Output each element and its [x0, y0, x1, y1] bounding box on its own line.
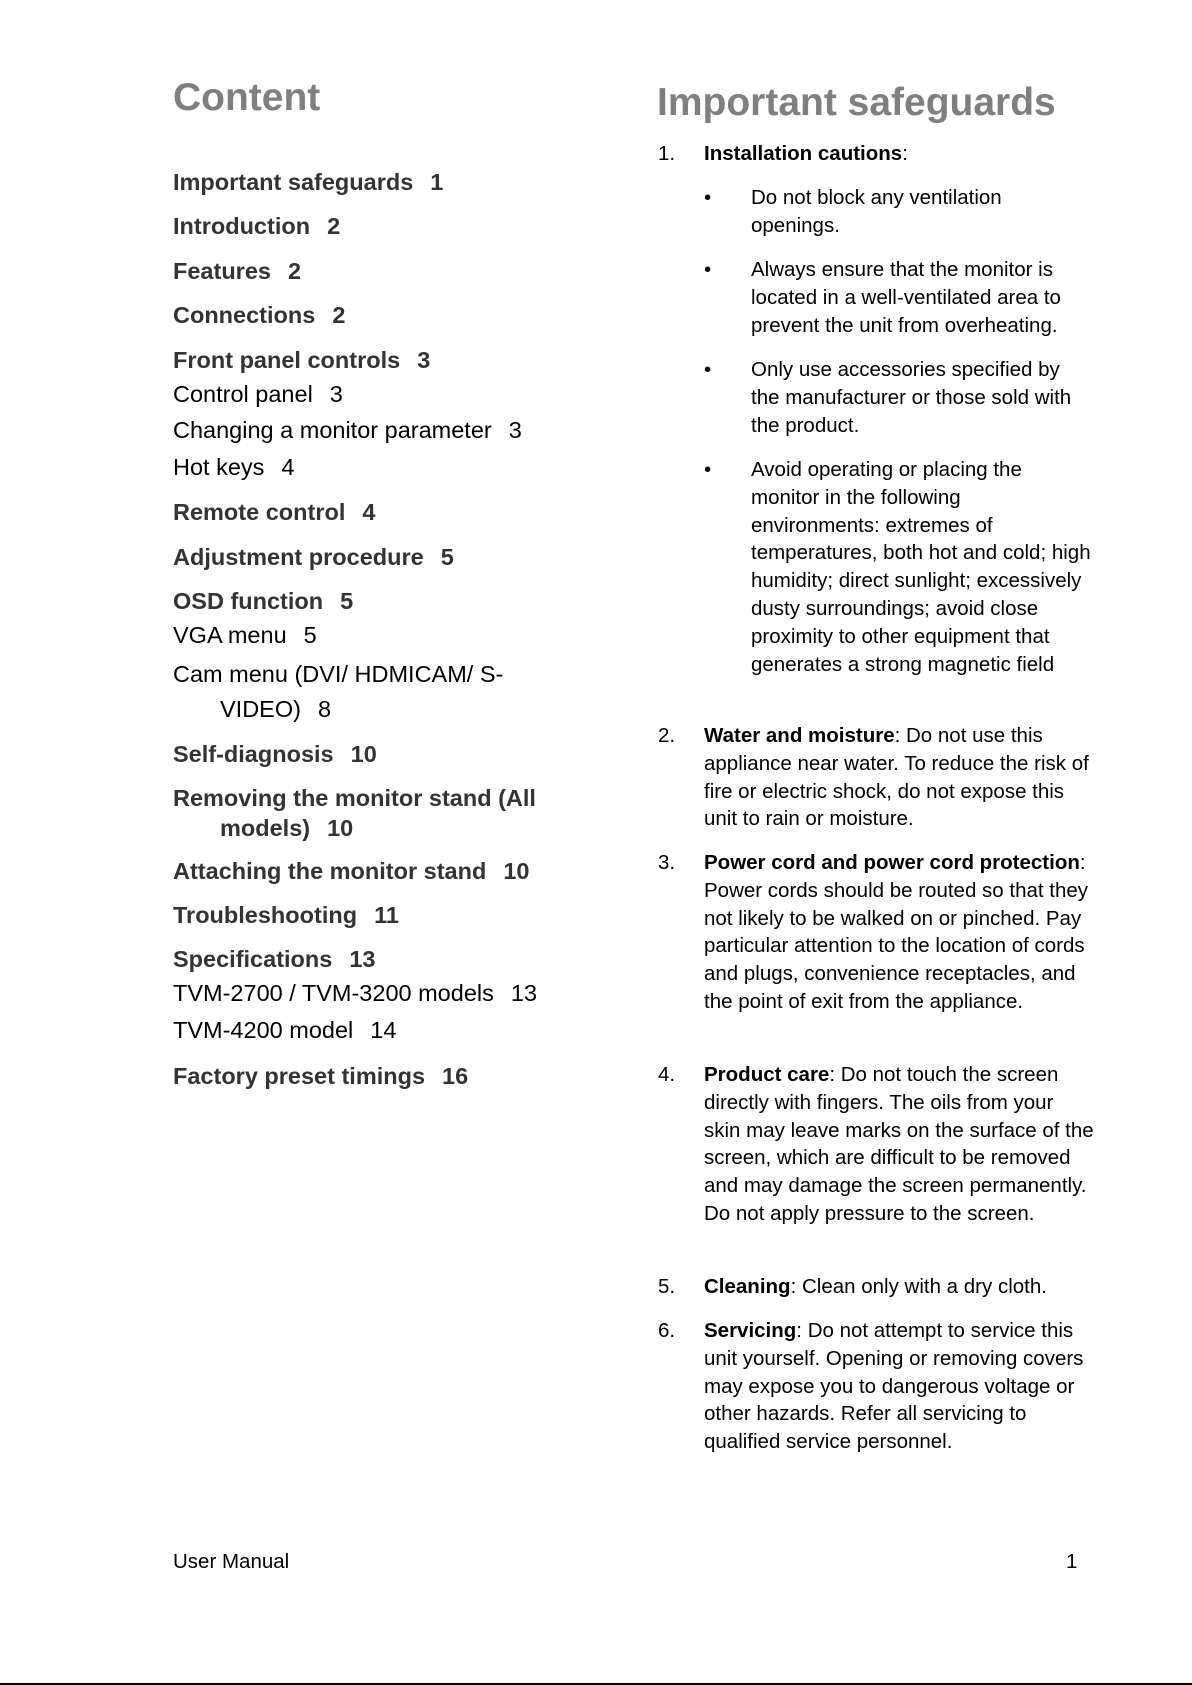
toc-entry-label: TVM-2700 / TVM-3200 models	[173, 980, 494, 1006]
toc-entry[interactable]	[173, 542, 610, 572]
toc-entry-label: Important safeguards	[173, 169, 414, 195]
toc-entry[interactable]	[173, 657, 610, 727]
toc-entry-label: Factory preset timings	[173, 1063, 426, 1089]
toc-entry-page: 10	[350, 741, 377, 767]
toc-entry-page: 8	[317, 696, 332, 722]
toc-entry-page: 4	[281, 454, 295, 480]
toc-entry-label: Connections	[173, 302, 316, 328]
safeguard-item	[704, 140, 1094, 168]
toc-entry-page: 13	[349, 946, 376, 972]
footer-title: User Manual	[173, 1550, 290, 1573]
toc-entry-page: 11	[374, 902, 399, 928]
item-text: : Power cords should be routed so that they not likely to be walked on or pinched. Pay particular attention to the location of cords and plugs, convenience receptacles, and the point of exit from the appliance.	[704, 851, 1089, 1013]
bullet-icon: •	[704, 258, 712, 281]
toc-entry[interactable]	[173, 586, 610, 616]
toc-entry-label: Attaching the monitor stand	[173, 858, 487, 884]
item-number: 1.	[658, 142, 676, 165]
toc-entry-label: Front panel controls	[173, 347, 401, 373]
item-label: Product care	[704, 1063, 830, 1086]
item-label: Water and moisture	[704, 724, 895, 747]
toc-entry-label: TVM-4200 model	[173, 1017, 354, 1043]
safeguard-item	[704, 722, 1094, 833]
bullet-icon: •	[704, 358, 712, 381]
toc-entry[interactable]	[173, 1015, 610, 1045]
safeguard-item	[704, 1273, 1094, 1301]
toc-entry-page: 3	[417, 347, 431, 373]
toc-entry[interactable]	[173, 167, 610, 197]
toc-entry[interactable]	[173, 452, 610, 482]
item-text: : Clean only with a dry cloth.	[790, 1275, 1047, 1298]
item-number: 4.	[658, 1063, 676, 1086]
item-label: Power cord and power cord protection	[704, 851, 1080, 874]
safeguard-item	[704, 849, 1094, 1016]
safeguards-title: Important safeguards	[657, 81, 1056, 124]
toc-entry-label: Introduction	[173, 213, 311, 239]
item-label: Cleaning	[704, 1275, 791, 1298]
item-label: Installation cautions	[704, 142, 903, 165]
toc-entry-page: 4	[362, 499, 376, 525]
toc-entry-label: Specifications	[173, 946, 333, 972]
toc-entry-page: 5	[440, 544, 454, 570]
toc-entry[interactable]	[173, 211, 610, 241]
bullet-text: Avoid operating or placing the monitor in the following environments: extremes of temperatures, both hot and cold; high humidity; direct sunlight; excessively dusty surroundings; avoid close proximity to other equipment that generates a strong magnetic field	[751, 458, 1091, 676]
toc-entry-page: 3	[508, 417, 522, 443]
toc-entry-label: Adjustment procedure	[173, 544, 424, 570]
item-text: : Do not attempt to service this unit yourself. Opening or removing covers may expose you to dangerous voltage or other hazards. Refer all servicing to qualified service personnel.	[704, 1319, 1084, 1454]
bullet-text: Do not block any ventilation openings.	[751, 186, 1002, 237]
toc-entry[interactable]	[173, 256, 610, 286]
toc-entry-label: VGA menu	[173, 622, 287, 648]
safeguard-item	[704, 1061, 1094, 1228]
toc-entry[interactable]	[173, 739, 610, 769]
bullet-icon: •	[704, 186, 712, 209]
toc-entry-page: 3	[329, 381, 343, 407]
item-text: : Do not touch the screen directly with fingers. The oils from your skin may leave marks on the surface of the screen, which are difficult to be removed and may damage the screen permanently. Do not apply pressure to the screen.	[704, 1063, 1094, 1225]
toc-entry[interactable]	[173, 783, 610, 843]
item-text: : Do not use this appliance near water. To reduce the risk of fire or electric shock, do not expose this unit to rain or moisture.	[704, 724, 1089, 831]
toc-entry-page: 14	[370, 1017, 397, 1043]
toc-entry-page: 2	[287, 258, 302, 284]
safeguard-item	[704, 1317, 1094, 1456]
toc-entry-label: Removing the monitor stand (All models)	[173, 785, 536, 841]
toc-entry-label: Cam menu (DVI/ HDMICAM/ S-VIDEO)	[173, 661, 504, 722]
toc-entry-label: Changing a monitor parameter	[173, 417, 492, 443]
toc-entry[interactable]	[173, 345, 610, 375]
footer-page-number: 1	[1066, 1550, 1078, 1573]
toc-entry[interactable]	[173, 1061, 610, 1091]
toc-entry-label: Remote control	[173, 499, 346, 525]
toc-entry[interactable]	[173, 300, 610, 330]
toc-entry-label: Control panel	[173, 381, 313, 407]
item-label: Servicing	[704, 1319, 797, 1342]
toc-entry-page: 1	[430, 169, 444, 195]
bullet-text: Only use accessories specified by the manufacturer or those sold with the product.	[751, 358, 1072, 437]
item-number: 6.	[658, 1319, 676, 1342]
toc-entry-page: 13	[510, 980, 538, 1006]
bullet-icon: •	[704, 458, 712, 481]
toc-entry[interactable]	[173, 856, 610, 886]
item-number: 3.	[658, 851, 676, 874]
toc-entry-page: 2	[332, 302, 346, 328]
toc-entry[interactable]	[173, 620, 610, 650]
toc-entry-label: OSD function	[173, 588, 324, 614]
toc-entry[interactable]	[173, 497, 610, 527]
toc-entry-page: 10	[503, 858, 530, 884]
toc-entry-label: Troubleshooting	[173, 902, 358, 928]
item-number: 2.	[658, 724, 676, 747]
toc-entry-label: Self-diagnosis	[173, 741, 334, 767]
toc-entry-label: Hot keys	[173, 454, 265, 480]
toc-entry[interactable]	[173, 379, 610, 409]
toc-entry[interactable]	[173, 978, 610, 1008]
toc-entry-label: Features	[173, 258, 271, 284]
toc-entry[interactable]	[173, 900, 610, 930]
item-text: :	[902, 142, 908, 165]
toc-entry-page: 5	[303, 622, 317, 648]
toc-title: Content	[173, 76, 321, 119]
bullet-text: Always ensure that the monitor is located in a well-ventilated area to prevent the unit from overheating.	[751, 258, 1061, 337]
toc-entry[interactable]	[173, 944, 610, 974]
toc-entry-page: 16	[442, 1063, 469, 1089]
toc-entry-page: 2	[327, 213, 341, 239]
toc-entry-page: 10	[327, 815, 354, 841]
toc-entry-page: 5	[340, 588, 354, 614]
item-number: 5.	[658, 1275, 676, 1298]
toc-entry[interactable]	[173, 415, 610, 445]
